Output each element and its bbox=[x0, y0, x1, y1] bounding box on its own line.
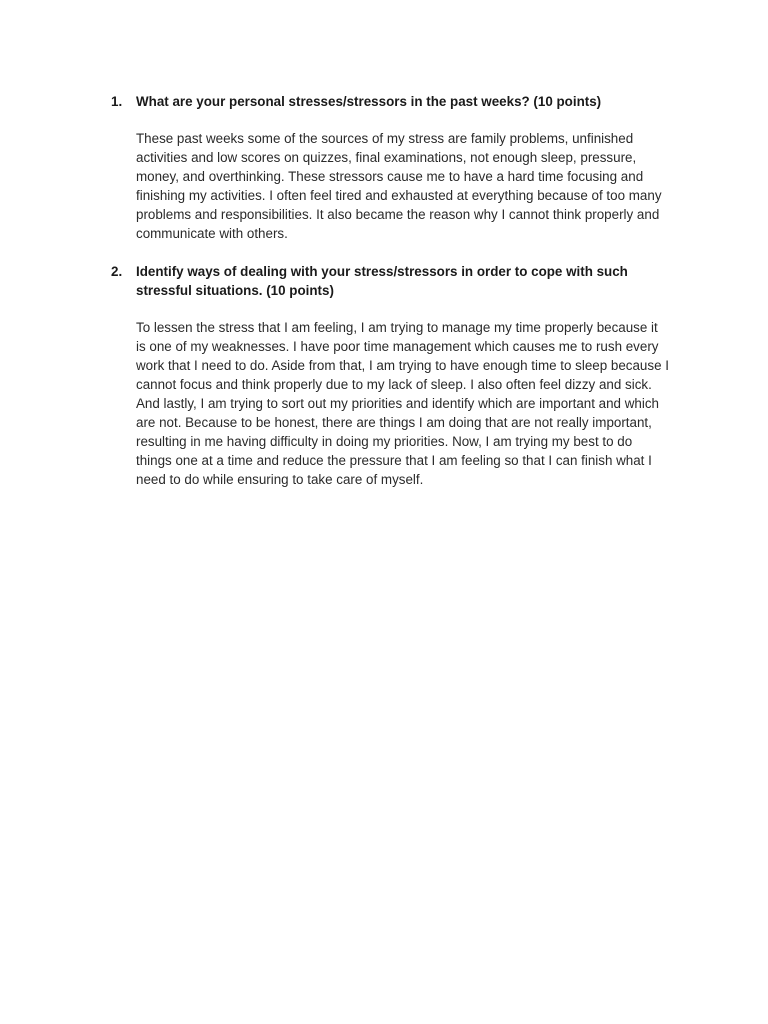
question-2-heading bbox=[111, 262, 671, 300]
question-1-answer: These past weeks some of the sources of my stress are family problems, unfinished activities and low scores on quizzes, final examinations, not enough sleep, pressure, money, and overthinking. These stressors cause me to have a hard time focusing and finishing my activities. I often feel tired and exhausted at everything because of too many problems and responsibilities. It also became the reason why I cannot think properly and communicate with others. bbox=[136, 131, 662, 241]
question-1 bbox=[111, 92, 671, 256]
question-2-answer: To lessen the stress that I am feeling, I am trying to manage my time properly because it is one of my weaknesses. I have poor time management which causes me to rush every work that I need to do. Aside from that, I am trying to have enough time to sleep because I cannot focus and think properly due to my lack of sleep. I also often feel dizzy and sick. And lastly, I am trying to sort out my priorities and identify which are important and which are not. Because to be honest, there are things I am doing that are not really important, resulting in me having difficulty in doing my priorities. Now, I am trying my best to do things one at a time and reduce the pressure that I am feeling so that I can finish what I need to do while ensuring to take care of myself. bbox=[136, 320, 669, 487]
question-2 bbox=[111, 262, 671, 502]
question-1-prompt: What are your personal stresses/stressors in the past weeks? (10 points) bbox=[136, 94, 602, 109]
question-1-number: 1. bbox=[111, 94, 123, 109]
question-2-number: 2. bbox=[111, 264, 123, 279]
question-1-heading bbox=[111, 92, 671, 111]
question-2-prompt: Identify ways of dealing with your stress/stressors in order to cope with such stressful situations. (10 points) bbox=[136, 264, 628, 298]
